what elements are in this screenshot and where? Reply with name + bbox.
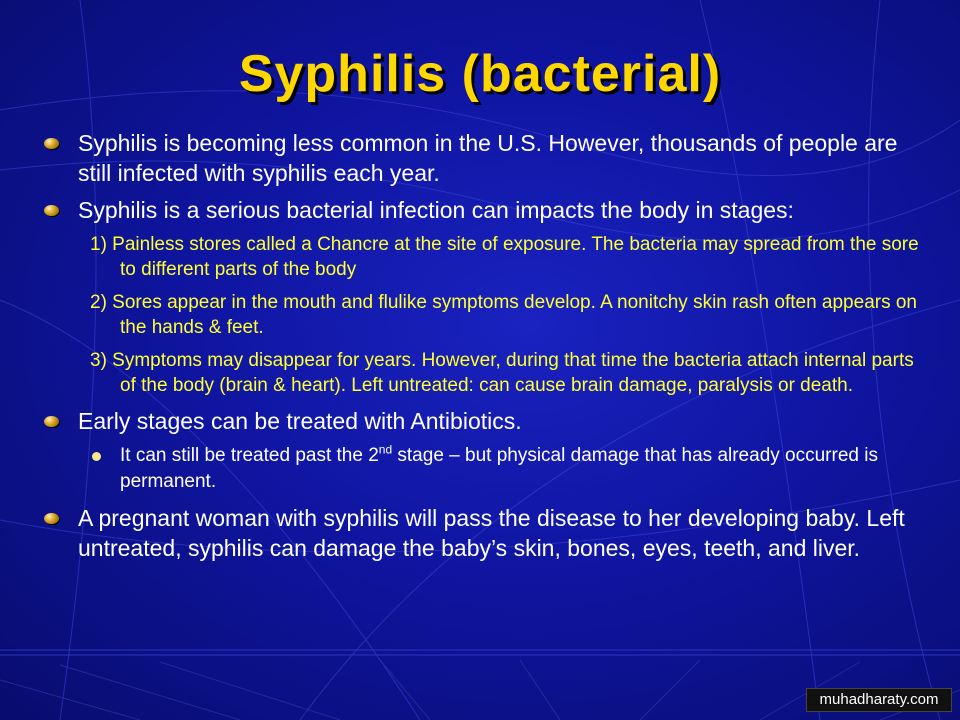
bullet-stages-intro — [36, 195, 926, 225]
bullet-prevalence — [36, 128, 926, 188]
bullet-text: Syphilis is a serious bacterial infection can impacts the body in stages: — [78, 197, 794, 223]
gold-sphere-bullet-icon — [44, 513, 59, 524]
stage-text: Painless stores called a Chancre at the site of exposure. The bacteria may spread from the sore to different parts of the body — [106, 234, 919, 280]
slide-title: Syphilis (bacterial) — [238, 45, 722, 103]
bullet-text: Syphilis is becoming less common in the U.S. However, thousands of people are still infected with syphilis each year. — [78, 130, 898, 186]
bullet-treatment — [36, 406, 926, 436]
stage-text: Sores appear in the mouth and flulike symptoms develop. A nonitchy skin rash often appears on the hands & feet. — [106, 292, 917, 338]
stage-item-3 — [36, 348, 926, 398]
sub-bullet-text-after: stage – but physical damage that has already occurred is permanent. — [120, 445, 878, 492]
bullet-pregnancy — [36, 503, 926, 563]
gold-sphere-bullet-icon — [44, 205, 59, 216]
watermark-logo: muhadharaty.com — [806, 688, 952, 712]
sub-bullet-permanent-damage — [36, 443, 926, 495]
stage-number: 2) — [90, 292, 107, 313]
stage-item-2 — [36, 290, 926, 340]
gold-sphere-bullet-icon — [44, 416, 59, 427]
bullet-text: A pregnant woman with syphilis will pass the disease to her developing baby. Left untreated, syphilis can damage the baby’s skin, bones, eyes, teeth, and liver. — [78, 505, 905, 561]
stage-number: 3) — [90, 350, 107, 371]
round-dot-bullet-icon — [92, 452, 101, 461]
sub-bullet-text-before: It can still be treated past the 2 — [120, 445, 379, 466]
stage-item-1 — [36, 232, 926, 282]
stage-text: Symptoms may disappear for years. However, during that time the bacteria attach internal parts of the body (brain & heart). Left untreated: can cause brain damage, paralysis or death. — [106, 350, 914, 396]
stage-number: 1) — [90, 234, 107, 255]
gold-sphere-bullet-icon — [44, 138, 59, 149]
sub-bullet-superscript: nd — [378, 442, 393, 457]
bullet-text: Early stages can be treated with Antibiotics. — [78, 408, 522, 434]
slide-content — [36, 128, 926, 570]
